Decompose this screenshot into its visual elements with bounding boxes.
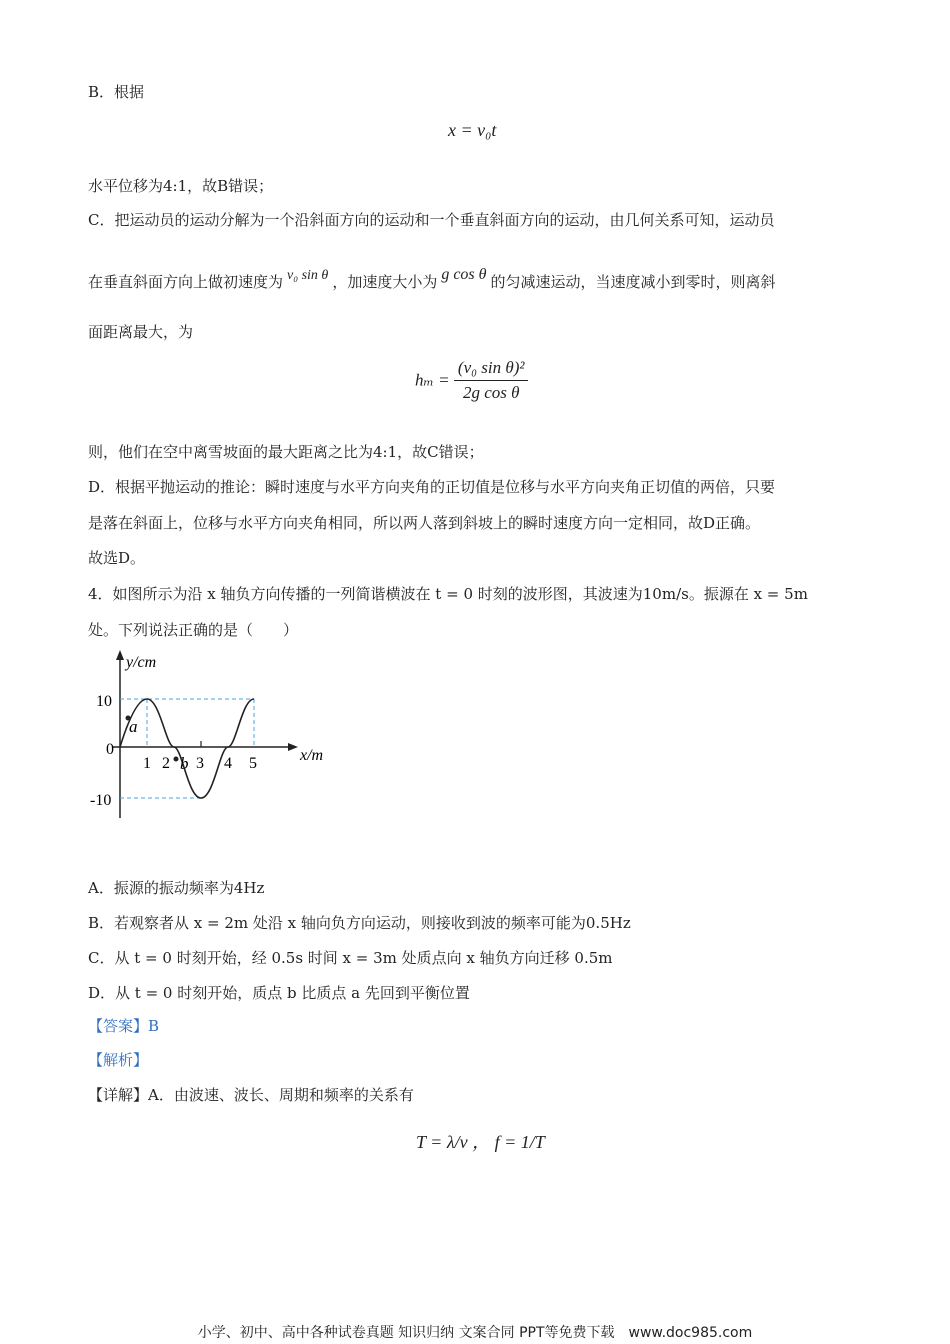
point-b-dot <box>174 757 179 762</box>
d-line-2: 是落在斜面上，位移与水平方向夹角相同，所以两人落到斜坡上的瞬时速度方向一定相同，故D正确。 <box>88 514 761 532</box>
x-axis-arrow <box>288 743 298 751</box>
x-tick-label-2: 2 <box>162 755 170 772</box>
c-line-4: 则，他们在空中离雪坡面的最大距离之比为4:1，故C错误； <box>88 443 484 461</box>
option-d: D．从 t = 0 时刻开始，质点 b 比质点 a 先回到平衡位置 <box>88 984 470 1002</box>
x-axis-label: x/m <box>300 747 324 764</box>
hm-lhs: hₘ = <box>415 370 450 390</box>
c-line-3: 面距离最大，为 <box>88 323 194 341</box>
x-tick-label-5: 5 <box>249 755 257 772</box>
hm-formula <box>415 358 528 403</box>
page-footer: 小学、初中、高中各种试卷真题 知识归纳 文案合同 PPT等免费下载 www.doc985.com <box>197 1325 753 1341</box>
c-line-2-text-b: ，加速度大小为 <box>332 273 438 291</box>
c-line-2-text-a: 在垂直斜面方向上做初速度为 <box>88 273 284 291</box>
option-a: A．振源的振动频率为4Hz <box>88 879 265 897</box>
answer-line: 【答案】B <box>88 1017 160 1035</box>
x-tick-label-3: 3 <box>196 755 204 772</box>
detail-line: 【详解】A．由波速、波长、周期和频率的关系有 <box>88 1086 414 1104</box>
b-formula: x = v₀t <box>448 120 497 140</box>
period-frequency-formula: T = λ/v ， f = 1/T <box>416 1132 545 1152</box>
option-b: B．若观察者从 x = 2m 处沿 x 轴向负方向运动，则接收到波的频率可能为0.5Hz <box>88 914 631 932</box>
y-tick-0: 0 <box>106 741 114 758</box>
b-conclusion: 水平位移为4:1，故B错误； <box>88 177 274 195</box>
c-line-1: C．把运动员的运动分解为一个沿斜面方向的运动和一个垂直斜面方向的运动，由几何关系可知，运动员 <box>88 211 775 229</box>
analysis-label: 【解析】 <box>88 1051 149 1069</box>
x-tick-label-4: 4 <box>224 755 232 772</box>
hm-denominator: 2g cos θ <box>462 383 520 402</box>
d-line-1: D．根据平抛运动的推论：瞬时速度与水平方向夹角的正切值是位移与水平方向夹角正切值的两倍，只要 <box>88 478 776 496</box>
y-axis-label: y/cm <box>126 654 157 671</box>
c-line-2 <box>88 266 776 294</box>
hm-fraction <box>454 358 529 403</box>
c-math-v0sin: v₀ sin θ <box>287 268 329 283</box>
point-b-label: b <box>180 754 189 773</box>
x-tick-label-1: 1 <box>143 755 151 772</box>
hm-numerator: (v₀ sin θ)² <box>454 358 529 381</box>
b-head: B．根据 <box>88 83 145 101</box>
wave-curve <box>120 699 254 798</box>
option-c: C．从 t = 0 时刻开始，经 0.5s 时间 x = 3m 处质点向 x 轴负方向迁移 0.5m <box>88 949 613 967</box>
point-a-label: a <box>129 717 138 736</box>
y-tick-10: 10 <box>96 693 112 710</box>
q4-line-1: 4．如图所示为沿 x 轴负方向传播的一列简谐横波在 t = 0 时刻的波形图，其波速为10m/s。振源在 x = 5m <box>88 585 808 603</box>
y-axis-arrow <box>116 650 124 660</box>
wave-graph <box>88 648 338 828</box>
q4-line-2: 处。下列说法正确的是（ ） <box>88 621 299 639</box>
d-line-3: 故选D。 <box>88 549 146 567</box>
y-tick-neg10: -10 <box>90 792 112 809</box>
c-math-gcos: g cos θ <box>441 266 487 283</box>
c-line-2-text-c: 的匀减速运动，当速度减小到零时，则离斜 <box>490 273 776 291</box>
